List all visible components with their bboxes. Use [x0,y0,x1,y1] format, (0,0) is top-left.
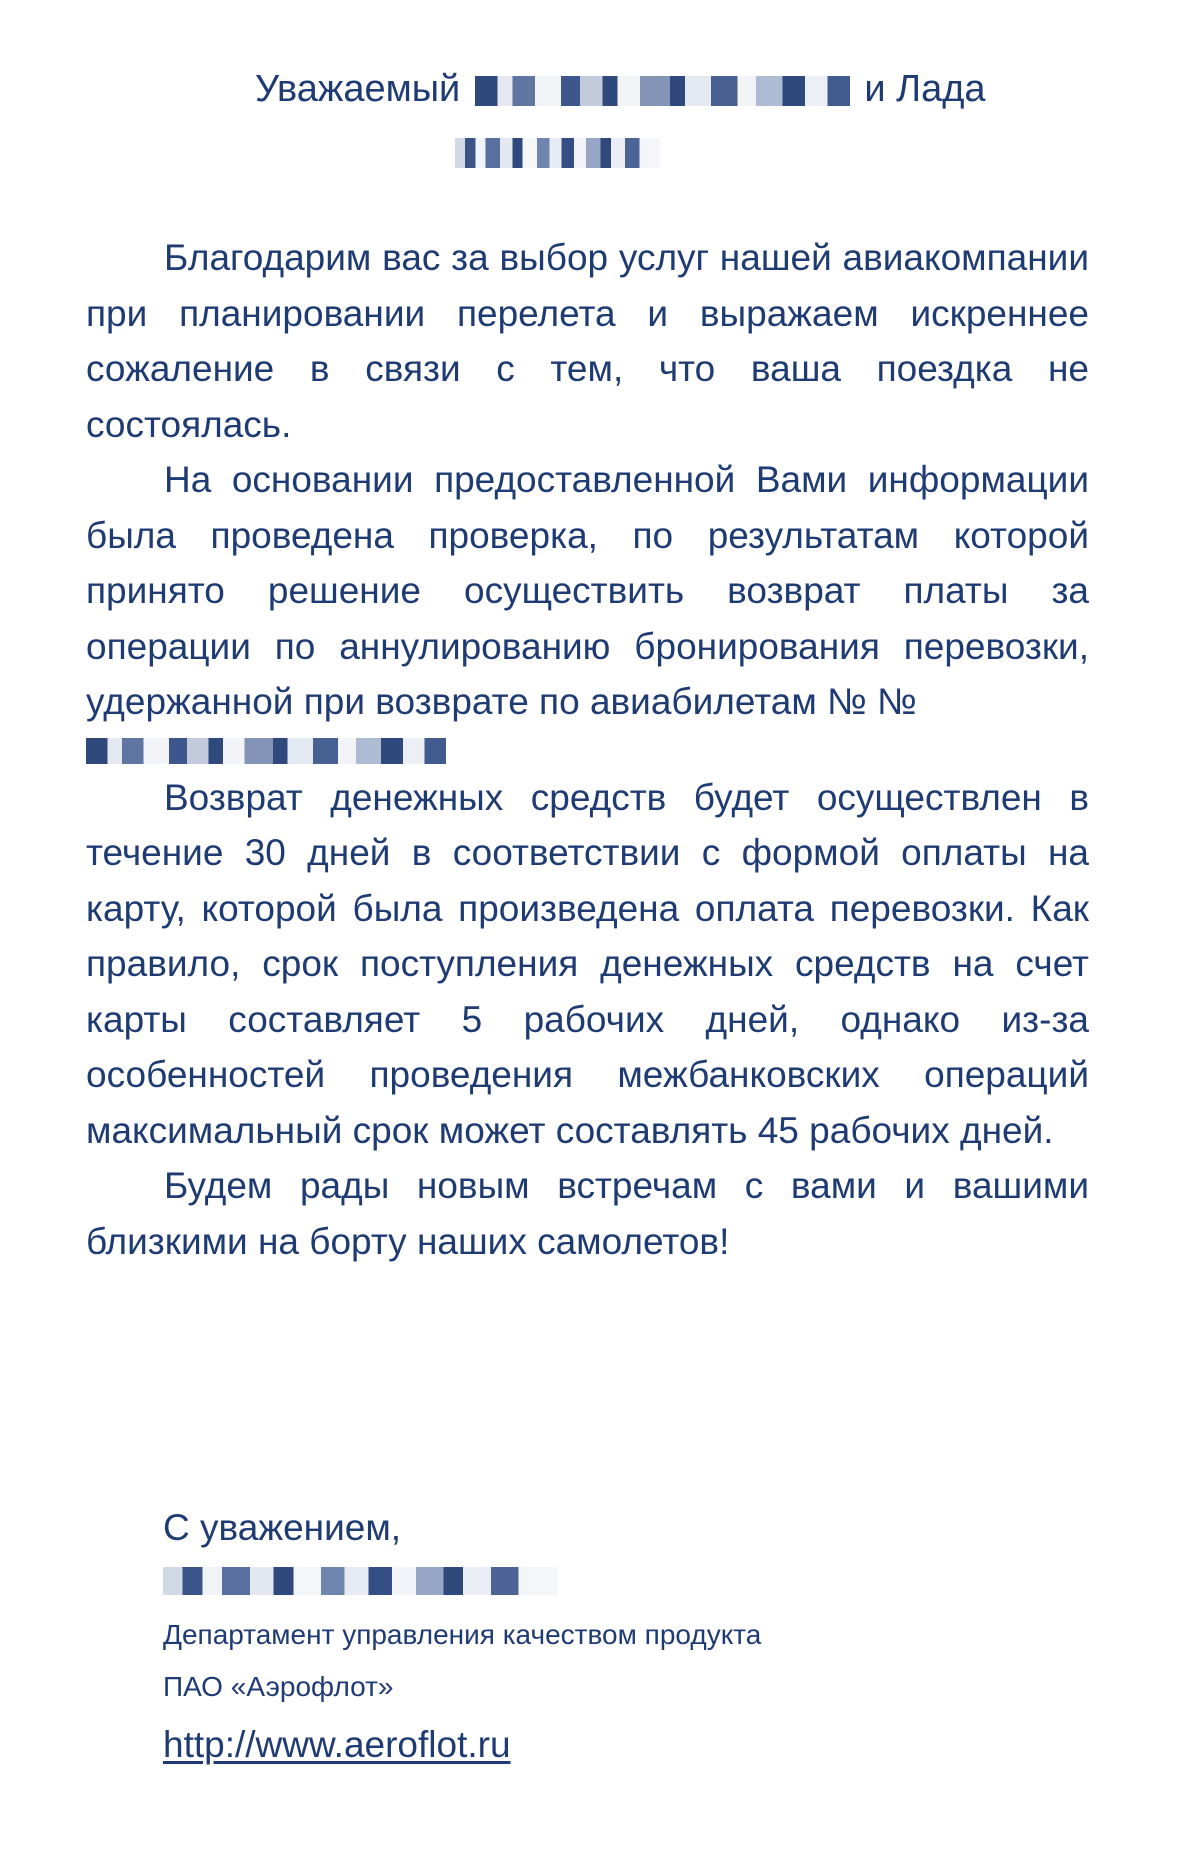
website-link[interactable]: http://www.aeroflot.ru [163,1724,511,1765]
redacted-recipient-surname [455,138,660,168]
redacted-recipient-name [475,76,850,106]
greeting-line-2 [455,124,660,179]
greeting-line-1 [255,62,986,117]
paragraph-refund-decision: На основании предоставленной Вами информации была проведена проверка, по результатам которой принято решение осуществить возврат платы за операции по аннулированию бронирования перевозки, удержанной при возврате по авиабилетам № № [86,459,1089,722]
paragraph-thanks: Благодарим вас за выбор услуг нашей авиакомпании при планировании перелета и выражаем искреннее сожаление в связи с тем, что ваша поездка не состоялась. [86,237,1089,445]
department-name: Департамент управления качеством продукта [163,1619,762,1650]
paragraph-farewell: Будем рады новым встречам с вами и вашими близкими на борту наших самолетов! [86,1165,1089,1262]
signature-block [163,1500,1063,1772]
redacted-signer-name [163,1567,558,1595]
letter-body [86,230,1089,1269]
company-name: ПАО «Аэрофлот» [163,1671,394,1702]
redacted-ticket-numbers [86,738,446,764]
regards-line: С уважением, [163,1507,402,1548]
greeting-prefix: Уважаемый [255,68,461,110]
greeting-connector: и Лада [864,68,986,110]
paragraph-refund-terms: Возврат денежных средств будет осуществлен в течение 30 дней в соответствии с формой оплаты на карту, которой была произведена оплата перевозки. Как правило, срок поступления денежных средств на счет карты составляет 5 рабочих дней, однако из-за особенностей проведения межбанковских операций максимальный срок может составлять 45 рабочих дней. [86,776,1089,1151]
